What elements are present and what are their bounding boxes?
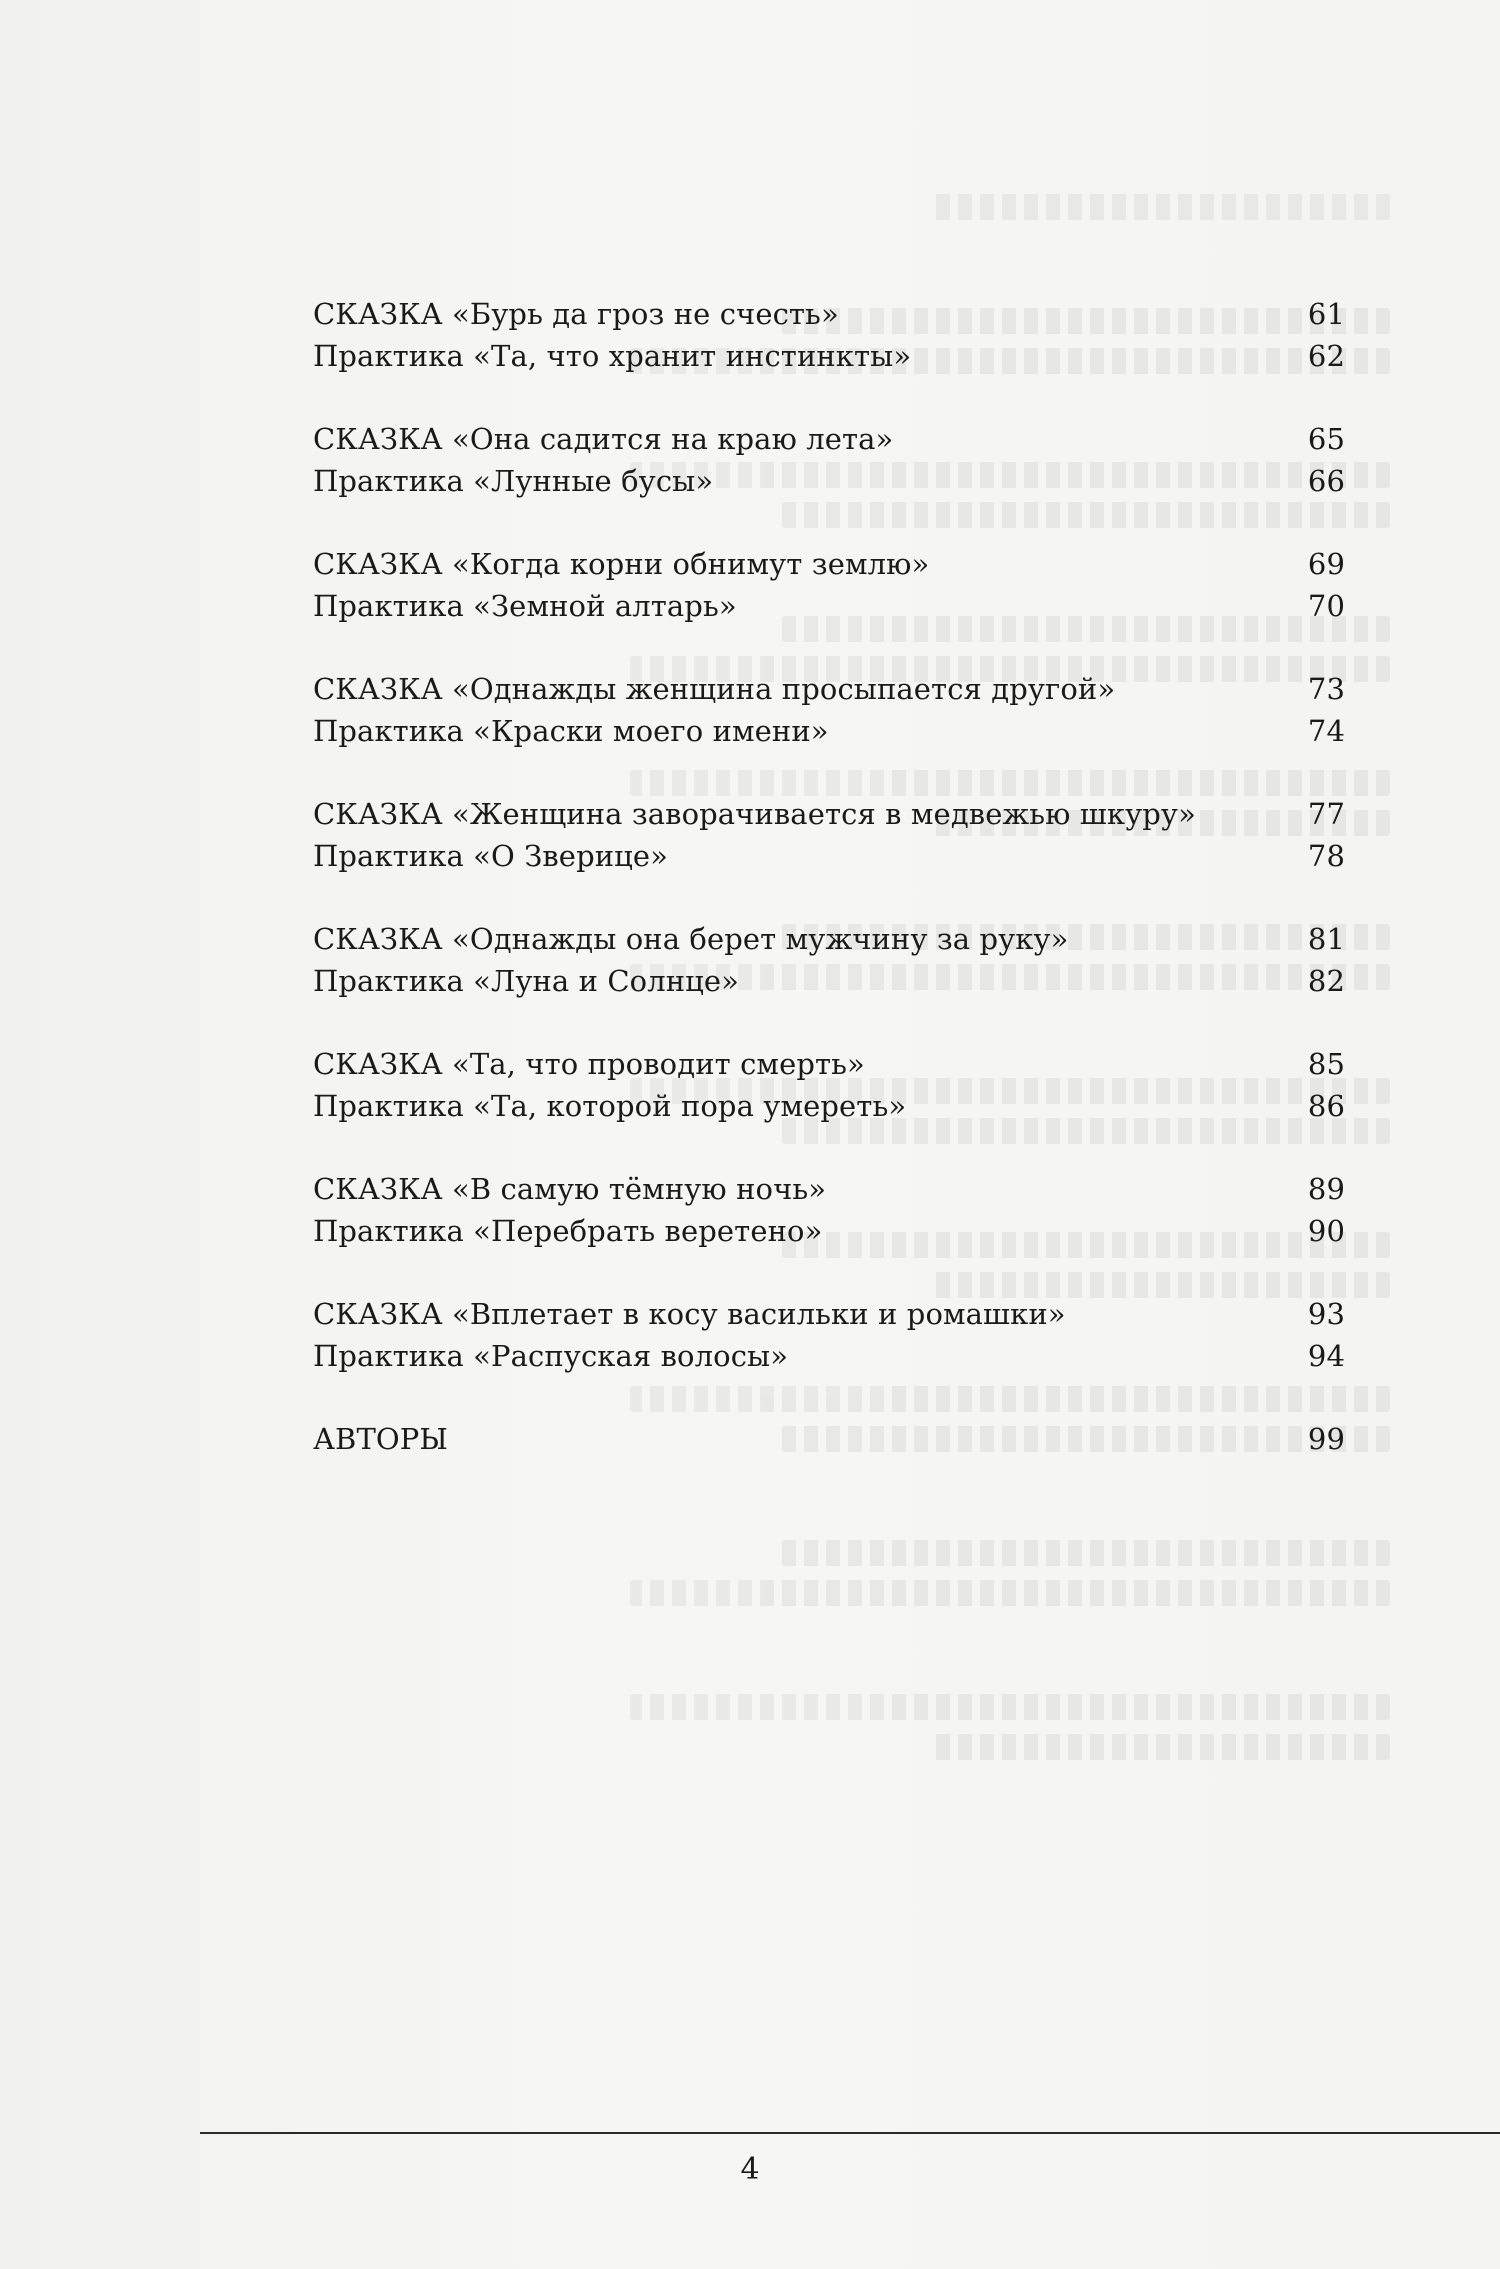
toc-entry-title: СКАЗКА «В самую тёмную ночь» xyxy=(313,1172,827,1206)
toc-entry-page: 62 xyxy=(1307,339,1345,373)
toc-entry-title: Практика «Земной алтарь» xyxy=(313,589,737,623)
toc-entry-title: СКАЗКА «Она садится на краю лета» xyxy=(313,422,894,456)
toc-entry-page: 73 xyxy=(1307,672,1345,706)
toc-entry-page: 82 xyxy=(1307,964,1345,998)
toc-entry-practice xyxy=(313,1335,1345,1377)
toc-entry-title: СКАЗКА «Однажды она берет мужчину за руку» xyxy=(313,922,1069,956)
footer-divider xyxy=(200,2132,1500,2134)
toc-entry-page: 85 xyxy=(1307,1047,1345,1081)
toc-group xyxy=(313,293,1345,377)
toc-entry-title: Практика «Луна и Солнце» xyxy=(313,964,740,998)
toc-entry-tale xyxy=(313,543,1345,585)
toc-entry-title: СКАЗКА «Когда корни обнимут землю» xyxy=(313,547,930,581)
toc-entry-tale xyxy=(313,918,1345,960)
toc-entry-title: АВТОРЫ xyxy=(313,1422,449,1456)
toc-entry-page: 61 xyxy=(1307,297,1345,331)
toc-entry-tale xyxy=(313,1293,1345,1335)
toc-entry-title: Практика «Распуская волосы» xyxy=(313,1339,789,1373)
toc-entry-practice xyxy=(313,835,1345,877)
toc-entry-page: 89 xyxy=(1307,1172,1345,1206)
toc-group xyxy=(313,793,1345,877)
toc-group xyxy=(313,543,1345,627)
toc-group xyxy=(313,668,1345,752)
toc-entry-page: 93 xyxy=(1307,1297,1345,1331)
toc-entry-title: СКАЗКА «Та, что проводит смерть» xyxy=(313,1047,865,1081)
toc-entry-page: 81 xyxy=(1307,922,1345,956)
toc-entry-page: 74 xyxy=(1307,714,1345,748)
toc-entry-tale xyxy=(313,1168,1345,1210)
toc-entry-tale xyxy=(313,293,1345,335)
toc-entry-page: 90 xyxy=(1307,1214,1345,1248)
toc-entry-practice xyxy=(313,585,1345,627)
toc-entry-title: СКАЗКА «Бурь да гроз не счесть» xyxy=(313,297,839,331)
toc-group xyxy=(313,1043,1345,1127)
toc-entry-title: Практика «Лунные бусы» xyxy=(313,464,714,498)
toc-entry-page: 99 xyxy=(1307,1422,1345,1456)
toc-entry-tale xyxy=(313,418,1345,460)
toc-entry-practice xyxy=(313,460,1345,502)
toc-entry-title: Практика «О Зверице» xyxy=(313,839,669,873)
toc-entry-title: Практика «Краски моего имени» xyxy=(313,714,829,748)
toc-group xyxy=(313,1168,1345,1252)
toc-entry-tale xyxy=(313,1043,1345,1085)
toc-entry-page: 77 xyxy=(1307,797,1345,831)
toc-entry-practice xyxy=(313,710,1345,752)
table-of-contents xyxy=(313,293,1345,1460)
toc-entry-authors xyxy=(313,1418,1345,1460)
toc-entry-tale xyxy=(313,793,1345,835)
toc-entry-practice xyxy=(313,1210,1345,1252)
toc-entry-page: 94 xyxy=(1307,1339,1345,1373)
toc-entry-page: 65 xyxy=(1307,422,1345,456)
toc-entry-practice xyxy=(313,960,1345,1002)
toc-entry-page: 70 xyxy=(1307,589,1345,623)
toc-entry-practice xyxy=(313,1085,1345,1127)
toc-entry-title: СКАЗКА «Однажды женщина просыпается другой» xyxy=(313,672,1116,706)
toc-entry-page: 66 xyxy=(1307,464,1345,498)
toc-group xyxy=(313,918,1345,1002)
toc-entry-page: 86 xyxy=(1307,1089,1345,1123)
toc-entry-tale xyxy=(313,668,1345,710)
toc-group xyxy=(313,418,1345,502)
toc-entry-title: Практика «Та, которой пора умереть» xyxy=(313,1089,907,1123)
toc-entry-page: 78 xyxy=(1307,839,1345,873)
toc-entry-title: Практика «Перебрать веретено» xyxy=(313,1214,823,1248)
page-number: 4 xyxy=(740,2152,760,2187)
toc-group xyxy=(313,1293,1345,1377)
toc-entry-title: СКАЗКА «Женщина заворачивается в медвежью шкуру» xyxy=(313,797,1196,831)
toc-entry-title: Практика «Та, что хранит инстинкты» xyxy=(313,339,912,373)
toc-entry-title: СКАЗКА «Вплетает в косу васильки и ромашки» xyxy=(313,1297,1066,1331)
toc-entry-page: 69 xyxy=(1307,547,1345,581)
toc-entry-practice xyxy=(313,335,1345,377)
